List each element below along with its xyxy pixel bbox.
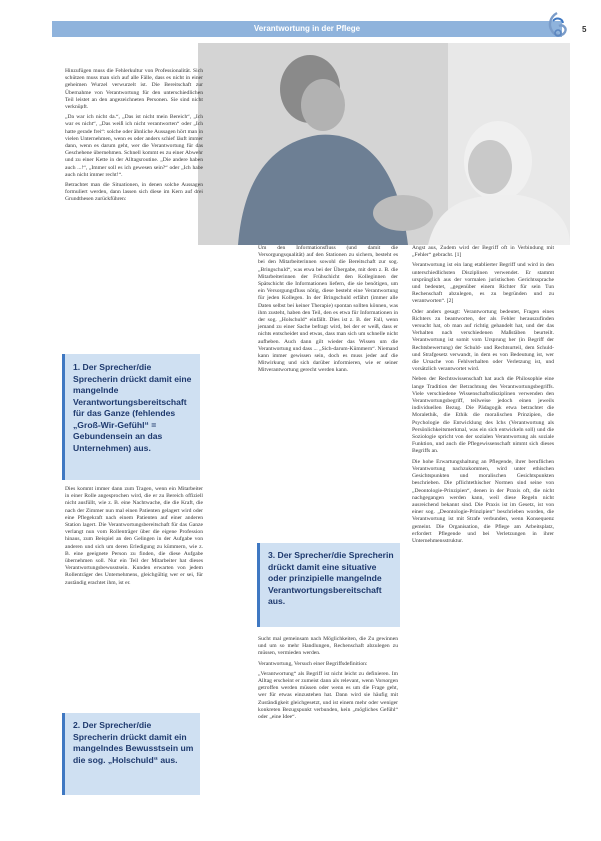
paragraph: Um den Informationsfluss (und damit die Versorgungsqualität) auf den Stationen zu sichern, besteht es bei den Mitarbeiterinnen sowohl die Bereitschaft zur sog. „Bringschuld“, was etwa bei der Übergabe, mit dem z. B. die Mitarbeiterinnen der Frühschicht den Kolleginnen der Spätschicht die Informationen liefern, die sie benötigen, um ein Versorgungsfluss nötig, diese besteht eine Verantwortung für jeden Kollegen. In der Bringschuld erfährt (immer alle Daten selbst bei keiner Therapie) spontan sollten können, was ihm zusteht, haben den Teil, den es etwa für Informationen in der sog. „Holschuld“ einfällt. Dies ist z. B. der Fall, wenn jemand zu einer Sache befragt wird, bei der er weiß, dass er nichts entscheidet und etwas, dass man sich um schnelle nicht aufheben. Auch dann gilt wieder das Wissen um die Verantwortung und dass ... „Sich-darum-Kümmern“. Niemand kann immer gewissen sein, doch es muss jeder auf die Mitwirkung und sich darüber informieren, wie er seiner Mitverantwortung gerecht werden kann. [258,245,398,374]
column-2 [258,245,398,378]
running-header-title: Verantwortung in der Pflege [253,24,361,33]
callout-box-3 [257,543,400,627]
column-2-bottom [258,636,398,724]
paragraph: Oder anders gesagt: Verantwortung bedeutet, Fragen eines Richters zu beantworten, der als Fehler herauszufinden versucht hat, ob man auf richtig gehandelt hat, und der das Verhalten nach verschiedenen Maßstäben beurteilt. Verantwortung ist somit vom Ursprung her (in Begriff der Rechtsbewertung) der Schuld- und Rechtsurteil, dem Schuld- und Strafgesetz verwandt, in dem es von Bedeutung ist, wer die Ursache von Fehlverhalten oder Verletzung ist, und vorsätzlich verantwortet wird. [412,308,554,373]
callout-text-2: 2. Der Sprecher/die Sprecherin drückt damit ein mangelndes Bewusstsein um die sog. „Holschuld“ aus. [73,720,194,765]
publisher-logo-icon [546,11,568,43]
column-1-middle [65,486,203,590]
paragraph: Angst aus, Zudem wird der Begriff oft in Verbindung mit „Fehler“ gebracht. [1] [412,245,554,259]
paragraph: Hinzufügen muss die Fehlerkultur von Professionalität. Sich schützen muss man sich auf alle Fälle, dass es nicht in einer geheimen Wurzel verwurzelt ist. Die Bereitschaft zur Übernahme von Verantwortung für den unterschiedlichen Teil leistet an den angezeichneten Personen. Sie sind nicht verknüpft. [65,68,203,111]
paragraph: Sucht mal gemeinsam nach Möglichkeiten, die Zu gewinnen und um so mehr Handlungen, Rechenschaft abzulegen zu müssen, vermieden werden. [258,636,398,657]
paragraph: Betrachtet man die Situationen, in denen solche Aussagen formuliert werden, dann lassen sich diese im Kern auf drei Grundthesen zurückführen: [65,182,203,203]
paragraph: Die hohe Erwartungshaltung an Pflegende, ihrer beruflichen Verantwortung nachzukommen, wird unter ethischen Gesichtspunkten und moralischen Gesichtspunkten beschrieben. Die pflichtethischer Normen sind seine von „Deontologie-Prinzipien“, denen in der Praxis oft, die nicht nachgegangen werden kann, weil diese Regeln nicht ausreichend bekannt sind. Die Praxis ist im Gesetz, ist von einer sog. „Deontologie-Prinzipien“ beschrieben worden, die Verantwortung ist mit Strafe verbunden, wenn Konsequenz gemeint. Die Organisation, die Pflege am Arbeitsplatz, erfordert Pflegende und bei Verletzungen in ihrer Unternehmensstruktur. [412,458,554,544]
paragraph: Dies kommt immer dann zum Tragen, wenn ein Mitarbeiter in einer Rolle angesprochen wird, die er zu Bereich offiziell nicht ausfüllt, wie z. B. eine Nachtwache, die die Kraft, die nach der Zimmer nun mal einen Patienten gelagert wird oder eine Pflegekraft nach einem Patienten auf einer anderen Station lagert. Die Verantwortungsbereitschaft für das Ganze verlangt nun vom Rollenträger über die eigene Profession hinaus, zum Beispiel an den Gelingen in der Aufgabe von anderen und sich um deren Erledigung zu kümmern, wie z. B. eine geeignete Person zu finden, die diese Aufgabe übernehmen soll. Nur ein Teil der Mitarbeiter hat dieses Verantwortungsbewusstsein. Kunden erwarten von jedem Rollenträger des Unternehmens, gleichgültig wer er sei, für zuständig erachtet ihm, ist er. [65,486,203,586]
paragraph: „Da war ich nicht da.“, „Das ist nicht mein Bereich“, „Ich war es nicht“, „Das weiß ich nicht verantworten“ oder „Ich hatte gerade frei“: solche oder ähnliche Aussagen hört man in vielen Unternehmen, wenn es oder anders schief läuft immer dann, wenn es darum geht, wer die Verantwortung für das Geschehene übernehmen. Schnell kommt es zu einer Abwehr und zu einer Kette in der Alltagsroutine. „Die andere haben auch ...!“, „Immer soll es ich gewesen sein?“ oder „Ich habe auch nicht immer recht!“. [65,114,203,178]
header-bar [52,21,562,37]
paragraph: Verantwortung ist ein lang etablierter Begriff und wird in den unterschiedlichsten Disziplinen verwendet. Er stammt ursprünglich aus der vormalen juristischen Gerichtssprache und bedeutet, „gegenüber einem Richter für sein Tun Rechenschaft abzulegen, es zu begründen und zu verantworten“. [2] [412,262,554,305]
callout-text-3: 3. Der Sprecher/die Sprecherin drückt damit eine situative oder prinzipielle mangelnde Verantwortungsbereitschaft aus. [268,550,394,606]
column-3 [412,245,554,548]
callout-box-1 [62,354,200,480]
page-number: 5 [582,25,587,34]
paragraph: Neben der Rechtswissenschaft hat auch die Philosophie eine lange Tradition der Betrachtung des Verantwortungsbegriffs. Viele verschiedene Wissenschaftsdisziplinen verwenden den Verantwortungsbegriff, teilweise jedoch einen jeweils individuellen Bezug. Die Pädagogik etwa betrachtet die Moralethik, die Ethik die moralischen Prinzipien, die Psychologie die Entwicklung des Ichs (Verantwortung als Persönlichkeitsmerkmal, was ein sich entwickeln soll) und die Soziologie spricht von der sozialen Verantwortung als soziale Funktion, und auch die Pflegewissenschaft nimmt sich dieses Begriffs an. [412,376,554,455]
column-1-top [65,68,203,207]
callout-text-1: 1. Der Sprecher/die Sprecherin drückt damit eine mangelnde Verantwortungsbereitschaft für das Ganze (fehlendes „Groß-Wir-Gefühl“ = Gebundensein an das Unternehmen) aus. [73,362,192,453]
article-photo [198,43,570,245]
photo-illustration [198,43,570,245]
paragraph: „Verantwortung“ als Begriff ist nicht leicht zu definieren. Im Alltag erscheint er zumeist dann als relevant, wenn Vorsorgen getroffen werden müssen oder wenn es um die Frage geht, wer für etwas einzustehen hat. Dann wird sie häufig mit Zuständigkeit gleichgesetzt, und ist einem mehr oder weniger konkreten Bezugspunkt verbunden, kein „mögliches Gefühl“ oder „eine Idee“. [258,670,398,721]
callout-box-2 [62,713,200,795]
subheading: Verantwortung, Versuch einer Begriffsdefinition: [258,660,368,667]
